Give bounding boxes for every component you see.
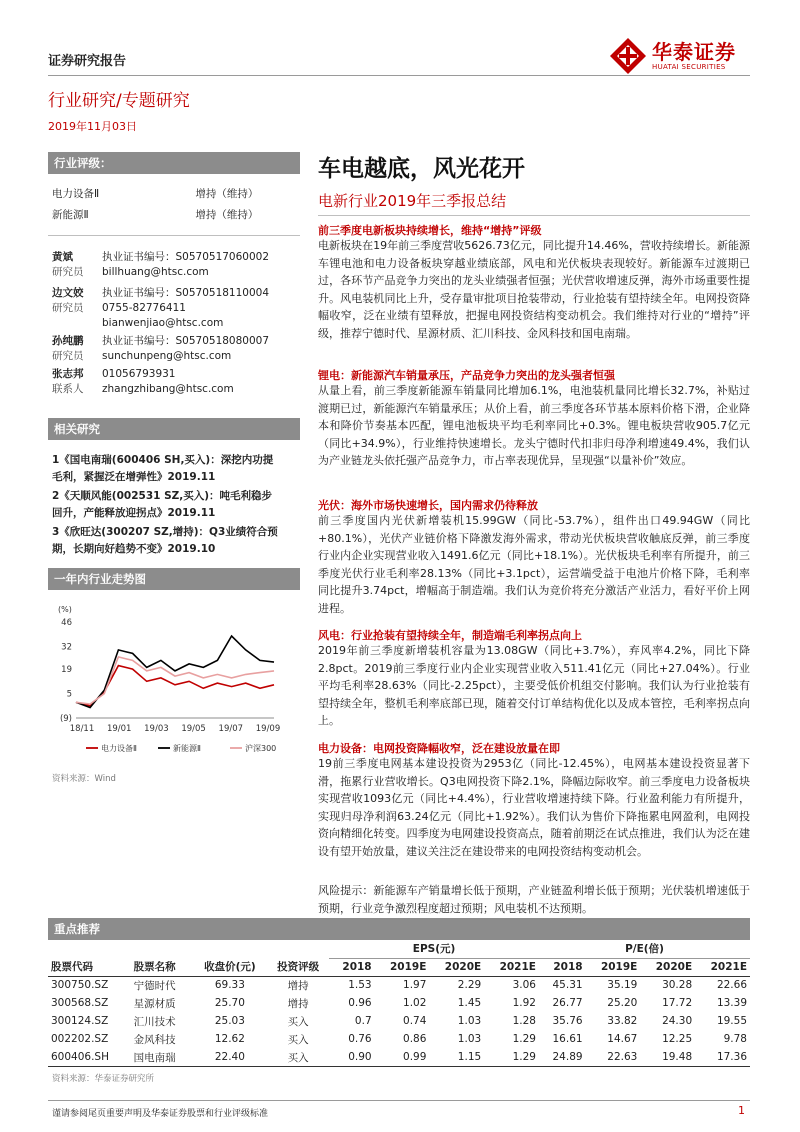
logo-cn: 华泰证券 xyxy=(652,40,736,64)
x-tick-label: 19/09 xyxy=(255,724,281,734)
analyst-card: 张志邦 01056793931 联系人 zhangzhibang@htsc.com xyxy=(52,368,234,395)
y-tick-label: 19 xyxy=(61,665,72,676)
chart-source: 资料来源：Wind xyxy=(52,774,116,784)
report-category: 行业研究/专题研究 xyxy=(48,91,190,111)
table-header-row: 股票代码 股票名称 收盘价(元) 投资评级 2018 2019E 2020E 2021E 2018 2019E 2020E 2021E xyxy=(48,958,750,976)
analyst-phone: 0755-82776411 xyxy=(102,302,186,314)
rating-row: 新能源Ⅱ 增持（维持） xyxy=(52,209,259,221)
table-source: 资料来源：华泰证券研究所 xyxy=(52,1074,155,1084)
y-tick-label: 32 xyxy=(61,642,72,653)
series-line xyxy=(76,636,274,708)
section-title: 光伏：海外市场快速增长，国内需求仍待释放 xyxy=(318,499,538,512)
section-body: 电新板块在19年前三季度营收5626.73亿元，同比提升14.46%，营收持续增长。新能源车锂电池和电力设备板块穿越业绩底部，风电和光伏板块表现较好。新能源车过渡期已过，各环节产品竞争力突出的龙头业绩强者恒强；光伏营收增速反弹，海外市场重要性提升。风电装机同比上升，受存量审批项目抢装带动，行业抢装有望持续全年。电网投资降幅收窄，泛在业绩有望释放，把握电网投资结构变动机会。我们维持对行业的“增持”评级，推荐宁德时代、星源材质、汇川科技、金风科技和国电南瑞。 xyxy=(318,239,750,340)
page-number: 1 xyxy=(738,1104,745,1117)
report-title: 车电越底，风光花开 xyxy=(318,156,525,182)
x-tick-label: 18/11 xyxy=(69,724,95,734)
table-row: 300568.SZ 星源材质 25.70 增持 0.96 1.02 1.45 1.92 26.77 25.20 17.72 13.39 xyxy=(51,997,747,1010)
section-body: 从量上看，前三季度新能源车销量同比增加6.1%，电池装机量同比增长32.7%，补贴过渡期已过，新能源汽车销量承压；从价上看，前三季度各环节基本原料价格下滑，企业降本和降价节奏基本匹配，锂电池板块平均毛利率同比+0.3%。锂电板块营收905.7亿元（同比+34.9%），行业维持快速增长。龙头宁德时代扣非归母净利增速49.4%，我们认为产业链龙头依托强产品竞争力，市占率表现优异，呈现强“以量补价”效应。 xyxy=(318,384,750,467)
doc-type: 证券研究报告 xyxy=(48,54,127,69)
y-axis-label: (%) xyxy=(58,605,72,614)
risk-warning: 风险提示：新能源车产销量增长低于预期，产业链盈利增长低于预期；光伏装机增速低于预期，行业竞争激烈程度超过预期；风电装机不达预期。 xyxy=(318,884,750,915)
section-body: 19前三季度电网基本建设投资为2953亿（同比-12.45%），电网基本建设投资显著下滑，拖累行业营收增长。Q3电网投资下降2.1%，降幅边际收窄。前三季度电力设备板块实现营收1093亿元（同比+4.4%），行业营收增速持续下降。行业盈利能力有所提升，实现归母净利润63.24亿元（同比+1.92%）。我们认为售价下降拖累电网盈利，电网投资向精细化转变。四季度为电网建设投资高点，随着前期泛在试点推进，我们认为泛在建设有望开始放量，建议关注泛在建设带来的电网投资结构变动机会。 xyxy=(318,757,750,858)
trend-chart xyxy=(48,600,300,760)
analyst-email[interactable]: billhuang@htsc.com xyxy=(102,266,209,278)
legend-label: 电力设备Ⅱ xyxy=(101,744,137,753)
section-title: 风电：行业抢装有望持续全年，制造端毛利率拐点向上 xyxy=(318,629,582,642)
logo-en: HUATAI SECURITIES xyxy=(652,63,726,71)
section-title: 前三季度电新板块持续增长，维持“增持”评级 xyxy=(318,224,542,237)
analyst-card: 孙纯鹏 执业证书编号：S0570518080007 研究员 sunchunpeng@htsc.com xyxy=(52,335,270,362)
logo-mark-icon xyxy=(610,38,646,74)
recommend-table: EPS(元) P/E(倍) 股票代码 股票名称 收盘价(元) 投资评级 2018 2019E 2020E 2021E 2018 2019E 2020E 2021E 300750.SZ 宁德时代 69.33 增持 1.53 1.97 2.29 3.06 45.31 35.19 30.28 22.66 300568.SZ 星源材质 25.70 增持 0.96 1.02 1.45 1.92 26.77 25.20 17.72 13.39 300124.SZ 汇川技术 25.03 买入 0.7 0.74 1.03 1.28 35.76 33.82 24.30 19.55 002202.SZ 金风科技 12.62 买入 0.76 0.86 1.03 1.29 16.61 14.67 12.25 9.78 600406.SH 国电南瑞 22.40 买入 0.90 0.99 1.15 1.29 24.89 22.63 19.48 17.36 xyxy=(48,940,750,1066)
x-tick-label: 19/01 xyxy=(106,724,132,734)
report-date: 2019年11月03日 xyxy=(48,120,137,133)
table-row: 300750.SZ 宁德时代 69.33 增持 1.53 1.97 2.29 3.06 45.31 35.19 30.28 22.66 xyxy=(51,979,747,992)
y-tick-label: 46 xyxy=(61,618,72,628)
y-tick-label: 5 xyxy=(66,689,72,700)
analyst-email[interactable]: bianwenjiao@htsc.com xyxy=(102,317,224,329)
table-row: 600406.SH 国电南瑞 22.40 买入 0.90 0.99 1.15 1.29 24.89 22.63 19.48 17.36 xyxy=(51,1051,747,1064)
footer-disclaimer: 谨请参阅尾页重要声明及华泰证券股票和行业评级标准 xyxy=(52,1109,269,1119)
analyst-card: 黄斌 执业证书编号：S0570517060002 研究员 billhuang@htsc.com xyxy=(52,251,270,278)
report-subtitle: 电新行业2019年三季报总结 xyxy=(318,192,507,210)
x-tick-label: 19/05 xyxy=(181,724,206,734)
analyst-email[interactable]: zhangzhibang@htsc.com xyxy=(102,383,234,395)
related-item[interactable]: 2《天顺风能(002531 SZ,买入)：吨毛利稳步 回升，产能释放迎拐点》2019.11 xyxy=(52,490,273,519)
legend-label: 沪深300 xyxy=(245,744,277,753)
related-item[interactable]: 1《国电南瑞(600406 SH,买入)：深挖内功提 毛利，紧握泛在增弹性》2019.11 xyxy=(52,454,274,483)
company-logo xyxy=(610,36,755,76)
rating-heading: 行业评级： xyxy=(48,152,300,174)
analyst-email[interactable]: sunchunpeng@htsc.com xyxy=(102,350,232,362)
table-row: 300124.SZ 汇川技术 25.03 买入 0.7 0.74 1.03 1.28 35.76 33.82 24.30 19.55 xyxy=(51,1015,747,1028)
series-line xyxy=(76,657,274,704)
rating-row: 电力设备Ⅱ 增持（维持） xyxy=(52,188,259,200)
section-body: 2019年前三季度新增装机容量为13.08GW（同比+3.7%），弃风率4.2%，同比下降2.8pct。2019前三季度行业内企业实现营业收入511.41亿元（同比+27.04%）。行业平均毛利率28.63%（同比-2.25pct），主要受低价机组交付影响。我们认为行业抢装有望持续全年，整机毛利率底部已现，随着交付订单结构优化以及成本管控，毛利率拐点向上。 xyxy=(318,644,750,727)
section-title: 锂电：新能源汽车销量承压，产品竞争力突出的龙头强者恒强 xyxy=(318,369,615,382)
y-tick-label: (9) xyxy=(59,714,72,724)
analyst-card: 边文姣 执业证书编号：S0570518110004 研究员 0755-82776411 bianwenjiao@htsc.com xyxy=(52,287,270,329)
legend-label: 新能源Ⅱ xyxy=(173,744,201,753)
recommend-heading: 重点推荐 xyxy=(48,918,750,940)
related-item[interactable]: 3《欣旺达(300207 SZ,增持)：Q3业绩符合预 期，长期向好趋势不变》2019.10 xyxy=(52,526,278,555)
related-heading: 相关研究 xyxy=(48,418,300,440)
section-body: 前三季度国内光伏新增装机15.99GW（同比-53.7%），组件出口49.94GW（同比+80.1%），光伏产业链价格下降激发海外需求，带动光伏板块营收触底反弹，前三季度行业内企业实现营业收入1491.6亿元（同比+18.1%）。光伏板块毛利率有所提升，前三季度光伏行业毛利率28.13%（同比+3.1pct），运营端受益于电池片价格下降，毛利率同比提升3.74pct，增幅高于制造端。我们认为竞价将充分激活产业活力，看好平价上网进程。 xyxy=(318,514,750,615)
section-title: 电力设备：电网投资降幅收窄，泛在建设放量在即 xyxy=(318,742,560,755)
x-tick-label: 19/07 xyxy=(218,724,244,734)
trend-heading: 一年内行业走势图 xyxy=(48,568,300,590)
x-tick-label: 19/03 xyxy=(144,724,169,734)
table-row: 002202.SZ 金风科技 12.62 买入 0.76 0.86 1.03 1.29 16.61 14.67 12.25 9.78 xyxy=(51,1033,747,1046)
